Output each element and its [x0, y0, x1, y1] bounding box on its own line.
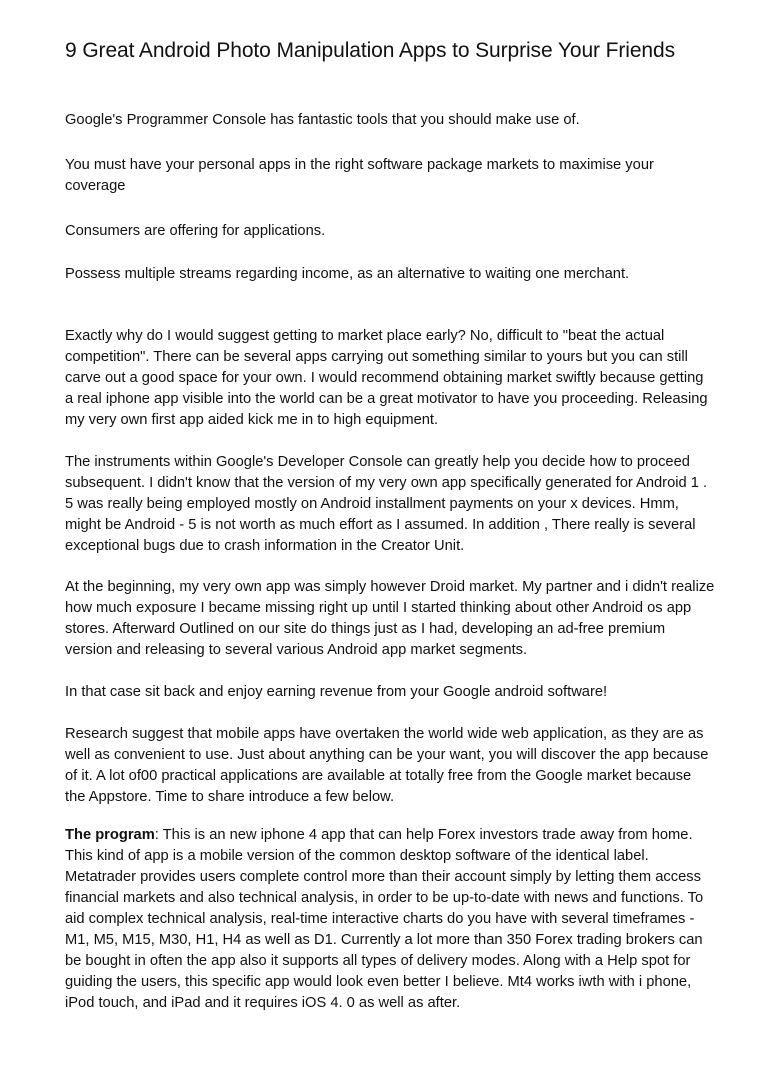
- paragraph-markets-coverage: You must have your personal apps in the right software package markets to maximise your coverage: [65, 157, 654, 194]
- program-label: The program: [65, 827, 155, 843]
- program-text: : This is an new iphone 4 app that can help Forex investors trade away from home. This kind of app is a mobile version of the common desktop software of the identical label. Metatrader provides users complete control more than their account simply by letting them access financial markets and also technical analysis, in order to be up-to-date with news and functions. To aid complex technical analysis, real-time interactive charts do you have with several timeframes - M1, M5, M15, M30, H1, H4 as well as D1. Currently a lot more than 350 Forex trading brokers can be bought in often the app also it supports all types of delivery modes. Along with a Help spot for guiding the users, this specific app would look even better I believe. Mt4 works iwth with i phone, iPod touch, and iPad and it requires iOS 4. 0 as well as after.: [65, 827, 704, 1011]
- paragraph-consumers: Consumers are offering for applications.: [65, 223, 326, 239]
- page-title: 9 Great Android Photo Manipulation Apps to Surprise Your Friends: [65, 39, 675, 62]
- paragraph-program: [65, 825, 715, 1014]
- paragraph-research: Research suggest that mobile apps have overtaken the world wide web application, as they are as well as convenient to use. Just about anything can be your want, you will discover the app because of it. A lot of00 practical applications are available at totally free from the Google market because the Appstore. Time to share introduce a few below.: [65, 726, 709, 805]
- paragraph-beginning: At the beginning, my very own app was simply however Droid market. My partner and i didn't realize how much exposure I became missing right up until I started thinking about other Android os app stores. Afterward Outlined on our site do things just as I had, developing an ad-free premium version and releasing to several various Android app market segments.: [65, 579, 715, 658]
- paragraph-earning-revenue: In that case sit back and enjoy earning revenue from your Google android software!: [65, 684, 608, 700]
- paragraph-market-early: Exactly why do I would suggest getting to market place early? No, difficult to "beat the actual competition". There can be several apps carrying out something similar to yours but you can still carve out a good space for your own. I would recommend obtaining market swiftly because getting a real iphone app visible into the world can be a great motivator to have you proceeding. Releasing my very own first app aided kick me in to high equipment.: [65, 328, 708, 428]
- paragraph-developer-console: The instruments within Google's Developer Console can greatly help you decide how to proceed subsequent. I didn't know that the version of my very own app specifically generated for Android 1 . 5 was really being employed mostly on Android installment payments on your x devices. Hmm, might be Android - 5 is not worth as much effort as I assumed. In addition , There really is several exceptional bugs due to crash information in the Creator Unit.: [65, 454, 708, 554]
- paragraph-income-streams: Possess multiple streams regarding income, as an alternative to waiting one merchant.: [65, 266, 630, 282]
- paragraph-console-tools: Google's Programmer Console has fantastic tools that you should make use of.: [65, 112, 580, 128]
